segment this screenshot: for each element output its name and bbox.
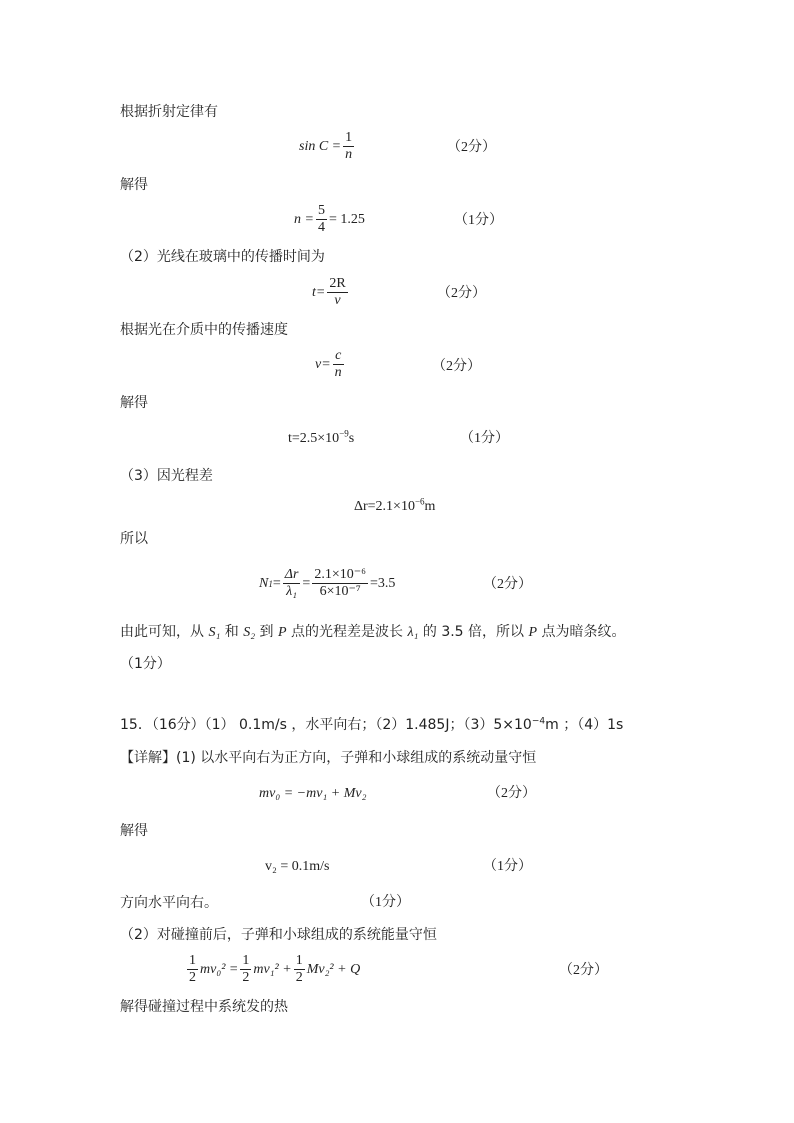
fraction: $\frac{c}{n}$ (334, 348, 342, 380)
equation-energy: $\frac{1}{2}$ mv₀² = $\frac{1}{2}$ mv₁² + $\frac{1}{2}$ Mv₂² + Q (189, 953, 361, 985)
fraction: $\frac{\Delta r}{\text{λ₁}}$ (284, 567, 299, 599)
score-label: （2分） (437, 286, 486, 301)
question-header: 15．（16分）（1） 0.1m/s ，水平向右；（2）1.485J；$(3)5\times 10^{-4}m$ ；（4）1s (120, 716, 624, 733)
text-line: 根据光在介质中的传播速度 (120, 322, 288, 338)
equation-path-diff: $\Delta r=2.1\times 10^{-6}m$ (354, 496, 436, 514)
text-line: （2）对碰撞前后，子弹和小球组成的系统能量守恒 (120, 927, 437, 943)
equation-t: t= $\frac{2R}{v}$ (312, 276, 346, 308)
score-label: （2分） (432, 359, 481, 374)
text-line: （1分） (120, 656, 171, 672)
text-line: 根据折射定律有 (120, 104, 218, 120)
text-line: 解得 (120, 177, 148, 193)
equation-v2: v₂ = 0.1m/s (265, 859, 330, 874)
text-line: 解得碰撞过程中系统发的热 (120, 999, 288, 1015)
equation-left: sin C = (299, 138, 342, 154)
score-label: （2分） (483, 577, 532, 592)
fraction: $\frac{1}{2}$ (189, 953, 196, 985)
score-label: （2分） (447, 140, 496, 155)
equation-snell (299, 130, 356, 163)
equation-v: v= $\frac{c}{n}$ (315, 348, 342, 380)
fraction: $\frac{1}{n}$ (345, 130, 353, 162)
score-label: （1分） (361, 895, 410, 910)
score-label: （2分） (559, 963, 608, 978)
score-label: （1分） (460, 431, 509, 446)
fraction: $\frac{1}{2}$ (242, 953, 250, 985)
text-line: （2）光线在玻璃中的传播时间为 (120, 249, 325, 265)
fraction: $\frac{2R}{v}$ (329, 276, 346, 308)
fraction: $\frac{\text{2.1×10⁻⁶}}{\text{6×10⁻⁷}}$ (314, 567, 366, 599)
score-label: （2分） (487, 786, 536, 801)
text-line: 方向水平向右。 (120, 895, 218, 911)
text-line: 【详解】(1) 以水平向右为正方向，子弹和小球组成的系统动量守恒 (120, 750, 537, 766)
equation-momentum: mv₀ = −mv₁ + Mv₂ (259, 786, 367, 801)
score-label: （1分） (454, 213, 503, 228)
score-label: （1分） (483, 859, 532, 874)
equation-N1: N 1 = $\frac{\Delta r}{\text{λ₁}}$ = $\frac{\text{2.1×10⁻⁶}}{\text{6×10⁻⁷}}$ =3.5 (259, 567, 396, 599)
fraction: $\frac{5}{4}$ (317, 203, 325, 235)
text-line: （3）因光程差 (120, 468, 213, 484)
text-line: 解得 (120, 823, 148, 839)
conclusion-line: 由此可知，从 S₁ 和 S₂ 到 P 点的光程差是波长 λ₁ 的 3.5 倍，所以 P 点为暗条纹。 (120, 624, 626, 640)
text-line: 所以 (120, 531, 148, 547)
equation-t-value: $t=2.5\times 10^{-9}s$ (288, 428, 355, 446)
equation-n: n = $\frac{5}{4}$ = 1.25 (294, 203, 365, 235)
text-line: 解得 (120, 395, 148, 411)
fraction: $\frac{1}{2}$ (295, 953, 303, 985)
